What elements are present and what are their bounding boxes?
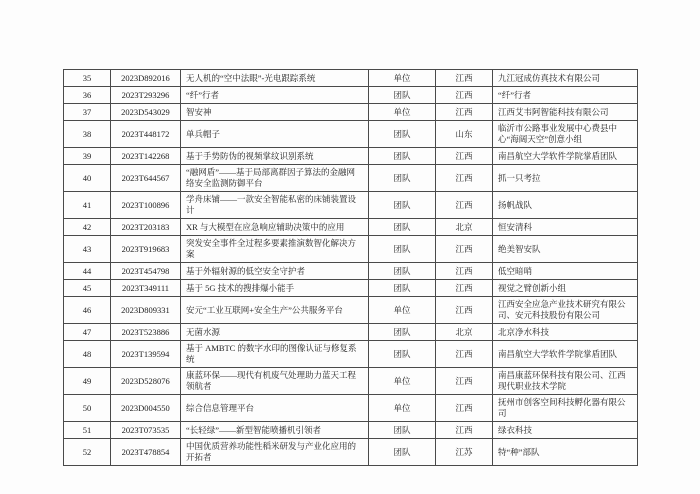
cell-entry-id: 2023T349111 bbox=[111, 280, 181, 297]
cell-entry-id: 2023D809331 bbox=[111, 297, 181, 324]
cell-row-number: 37 bbox=[64, 104, 111, 121]
cell-project-name: 康蓝环保——现代有机废气处理助力蓝天工程领航者 bbox=[181, 368, 369, 395]
cell-province: 北京 bbox=[436, 219, 493, 236]
cell-province: 江西 bbox=[436, 395, 493, 422]
cell-entry-id: 2023T073535 bbox=[111, 422, 181, 439]
cell-entry-id: 2023T523886 bbox=[111, 324, 181, 341]
cell-organization: 江西安全应急产业技术研究有限公司、安元科技股份有限公司 bbox=[493, 297, 638, 324]
cell-entrant-type: 团队 bbox=[369, 263, 436, 280]
cell-row-number: 38 bbox=[64, 121, 111, 148]
cell-row-number: 47 bbox=[64, 324, 111, 341]
cell-entry-id: 2023T139594 bbox=[111, 341, 181, 368]
cell-entry-id: 2023T478854 bbox=[111, 439, 181, 466]
cell-row-number: 45 bbox=[64, 280, 111, 297]
cell-entrant-type: 团队 bbox=[369, 280, 436, 297]
cell-province: 江西 bbox=[436, 422, 493, 439]
table-row bbox=[64, 70, 638, 87]
cell-organization: 视觉之臂创新小组 bbox=[493, 280, 638, 297]
cell-province: 江西 bbox=[436, 192, 493, 219]
cell-province: 江西 bbox=[436, 297, 493, 324]
cell-project-name: 基于 5G 技术的搜排爆小能手 bbox=[181, 280, 369, 297]
cell-row-number: 51 bbox=[64, 422, 111, 439]
cell-entrant-type: 单位 bbox=[369, 395, 436, 422]
cell-province: 北京 bbox=[436, 324, 493, 341]
cell-project-name: 基于手势防伪的视频掌纹识别系统 bbox=[181, 148, 369, 165]
table-row bbox=[64, 341, 638, 368]
cell-entry-id: 2023D004550 bbox=[111, 395, 181, 422]
cell-entrant-type: 团队 bbox=[369, 165, 436, 192]
cell-row-number: 48 bbox=[64, 341, 111, 368]
cell-project-name: 单兵帽子 bbox=[181, 121, 369, 148]
cell-organization: 南昌航空大学软件学院掌盾团队 bbox=[493, 148, 638, 165]
cell-province: 江西 bbox=[436, 280, 493, 297]
cell-row-number: 43 bbox=[64, 236, 111, 263]
cell-entry-id: 2023T919683 bbox=[111, 236, 181, 263]
cell-organization: 临沂市公路事业发展中心费县中心“海阔天空”创意小组 bbox=[493, 121, 638, 148]
cell-entry-id: 2023D528076 bbox=[111, 368, 181, 395]
cell-organization: “纤”行者 bbox=[493, 87, 638, 104]
cell-organization: 恒安清科 bbox=[493, 219, 638, 236]
cell-province: 江苏 bbox=[436, 439, 493, 466]
cell-province: 江西 bbox=[436, 236, 493, 263]
cell-row-number: 44 bbox=[64, 263, 111, 280]
cell-row-number: 46 bbox=[64, 297, 111, 324]
cell-entrant-type: 团队 bbox=[369, 236, 436, 263]
cell-organization: 绿衣科技 bbox=[493, 422, 638, 439]
table-row bbox=[64, 439, 638, 466]
cell-entry-id: 2023T203183 bbox=[111, 219, 181, 236]
cell-project-name: 突发安全事件全过程多要素推演数智化解决方案 bbox=[181, 236, 369, 263]
cell-province: 江西 bbox=[436, 263, 493, 280]
cell-row-number: 42 bbox=[64, 219, 111, 236]
cell-entry-id: 2023T644567 bbox=[111, 165, 181, 192]
table-row bbox=[64, 104, 638, 121]
cell-project-name: “长轻绿”——新型智能喷播机引领者 bbox=[181, 422, 369, 439]
cell-entrant-type: 单位 bbox=[369, 70, 436, 87]
cell-entrant-type: 单位 bbox=[369, 297, 436, 324]
cell-entrant-type: 团队 bbox=[369, 121, 436, 148]
cell-organization: 九江冠成仿真技术有限公司 bbox=[493, 70, 638, 87]
cell-project-name: 基于 AMBTC 的数字水印的图像认证与修复系统 bbox=[181, 341, 369, 368]
results-table-body bbox=[64, 70, 638, 466]
cell-project-name: 无人机的“空中法眼”-光电跟踪系统 bbox=[181, 70, 369, 87]
table-row bbox=[64, 148, 638, 165]
cell-row-number: 52 bbox=[64, 439, 111, 466]
cell-province: 江西 bbox=[436, 368, 493, 395]
cell-row-number: 39 bbox=[64, 148, 111, 165]
table-row bbox=[64, 192, 638, 219]
cell-row-number: 36 bbox=[64, 87, 111, 104]
cell-row-number: 40 bbox=[64, 165, 111, 192]
cell-organization: 绝美智安队 bbox=[493, 236, 638, 263]
table-row bbox=[64, 395, 638, 422]
cell-organization: 南昌康蓝环保科技有限公司、江西现代职业技术学院 bbox=[493, 368, 638, 395]
results-table bbox=[63, 69, 638, 466]
cell-entrant-type: 团队 bbox=[369, 341, 436, 368]
cell-project-name: “融网盾”——基于局部离群因子算法的金融网络安全监测防御平台 bbox=[181, 165, 369, 192]
cell-entry-id: 2023T293296 bbox=[111, 87, 181, 104]
table-row bbox=[64, 324, 638, 341]
cell-entrant-type: 团队 bbox=[369, 87, 436, 104]
cell-province: 江西 bbox=[436, 165, 493, 192]
cell-organization: 江西艾韦阿智能科技有限公司 bbox=[493, 104, 638, 121]
cell-entry-id: 2023T454798 bbox=[111, 263, 181, 280]
cell-province: 江西 bbox=[436, 87, 493, 104]
table-row bbox=[64, 263, 638, 280]
cell-entrant-type: 团队 bbox=[369, 422, 436, 439]
cell-row-number: 49 bbox=[64, 368, 111, 395]
cell-organization: 抓一只考拉 bbox=[493, 165, 638, 192]
cell-entrant-type: 团队 bbox=[369, 148, 436, 165]
cell-project-name: 智安神 bbox=[181, 104, 369, 121]
cell-entry-id: 2023D543029 bbox=[111, 104, 181, 121]
table-row bbox=[64, 422, 638, 439]
cell-province: 江西 bbox=[436, 148, 493, 165]
cell-province: 江西 bbox=[436, 341, 493, 368]
cell-project-name: 无菌水源 bbox=[181, 324, 369, 341]
cell-organization: 扬帆战队 bbox=[493, 192, 638, 219]
cell-entrant-type: 团队 bbox=[369, 192, 436, 219]
cell-entry-id: 2023D892016 bbox=[111, 70, 181, 87]
cell-entrant-type: 单位 bbox=[369, 104, 436, 121]
cell-province: 山东 bbox=[436, 121, 493, 148]
cell-organization: 特“种”部队 bbox=[493, 439, 638, 466]
cell-organization: 低空暗哨 bbox=[493, 263, 638, 280]
table-row bbox=[64, 87, 638, 104]
table-row bbox=[64, 219, 638, 236]
cell-project-name: 安元“工业互联网+安全生产”公共服务平台 bbox=[181, 297, 369, 324]
cell-province: 江西 bbox=[436, 70, 493, 87]
cell-organization: 北京净水科技 bbox=[493, 324, 638, 341]
cell-entry-id: 2023T142268 bbox=[111, 148, 181, 165]
cell-project-name: 基于外辐射源的低空安全守护者 bbox=[181, 263, 369, 280]
cell-row-number: 35 bbox=[64, 70, 111, 87]
cell-row-number: 41 bbox=[64, 192, 111, 219]
table-row bbox=[64, 165, 638, 192]
table-row bbox=[64, 121, 638, 148]
cell-entrant-type: 单位 bbox=[369, 368, 436, 395]
cell-organization: 抚州市创客空间科技孵化器有限公司 bbox=[493, 395, 638, 422]
cell-project-name: 中国优质营养功能性稻米研发与产业化应用的开拓者 bbox=[181, 439, 369, 466]
cell-entrant-type: 团队 bbox=[369, 439, 436, 466]
cell-row-number: 50 bbox=[64, 395, 111, 422]
cell-entry-id: 2023T448172 bbox=[111, 121, 181, 148]
cell-project-name: XR 与大模型在应急响应辅助决策中的应用 bbox=[181, 219, 369, 236]
cell-organization: 南昌航空大学软件学院掌盾团队 bbox=[493, 341, 638, 368]
cell-province: 江西 bbox=[436, 104, 493, 121]
cell-project-name: 学舟床铺——一款安全智能私密的床铺装置设计 bbox=[181, 192, 369, 219]
table-row bbox=[64, 368, 638, 395]
cell-entrant-type: 团队 bbox=[369, 219, 436, 236]
cell-entrant-type: 团队 bbox=[369, 324, 436, 341]
table-row bbox=[64, 280, 638, 297]
cell-entry-id: 2023T100896 bbox=[111, 192, 181, 219]
cell-project-name: 综合信息管理平台 bbox=[181, 395, 369, 422]
document-page bbox=[63, 69, 637, 466]
table-row bbox=[64, 297, 638, 324]
table-row bbox=[64, 236, 638, 263]
cell-project-name: “纤”行者 bbox=[181, 87, 369, 104]
